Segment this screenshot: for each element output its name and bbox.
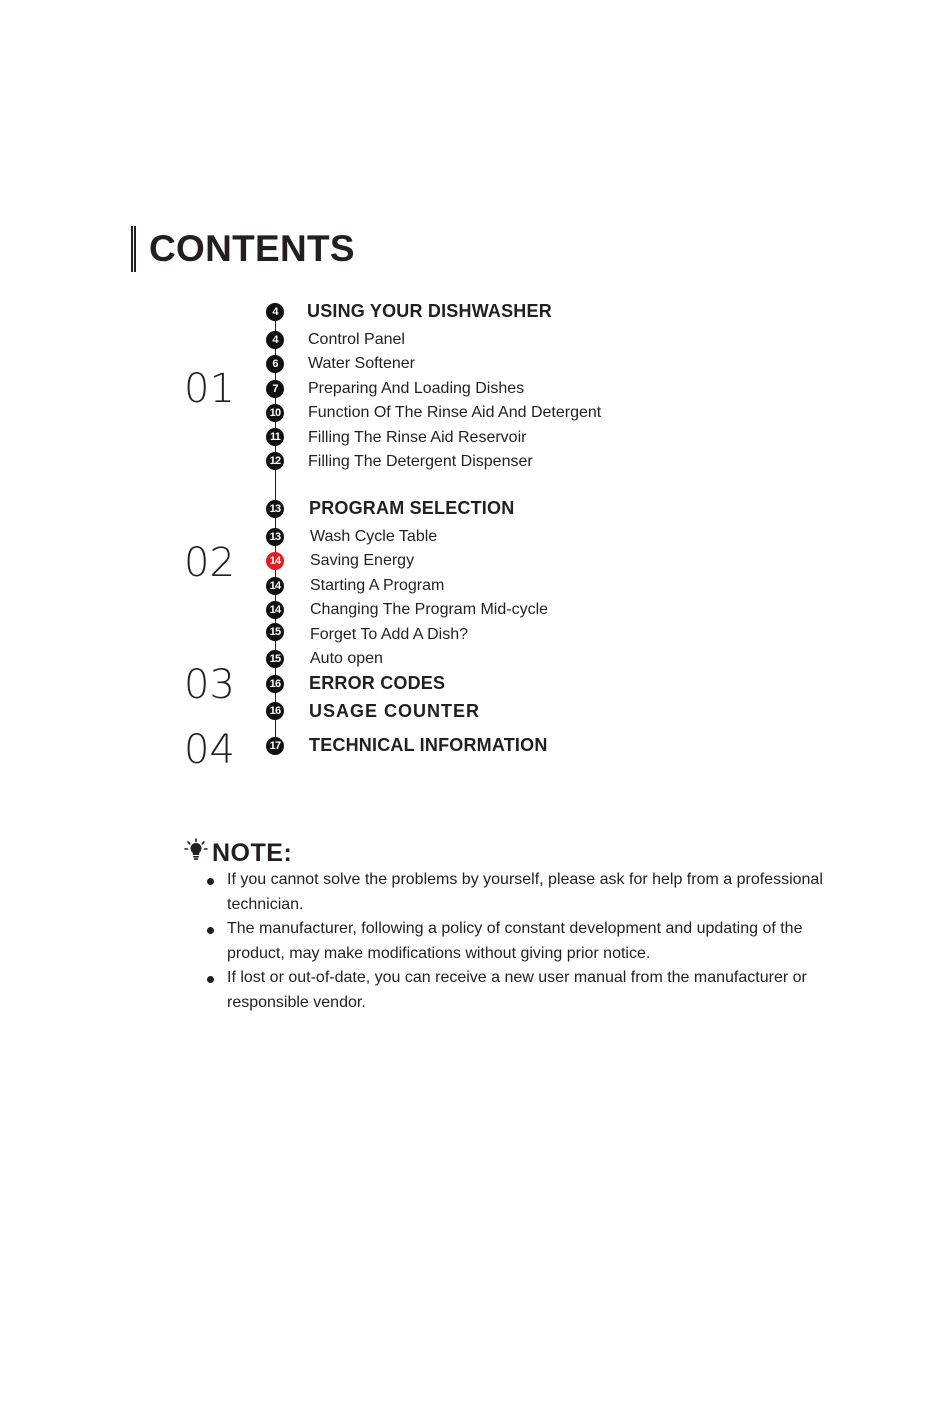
page-badge: 4 [266, 303, 284, 321]
title-accent-bar [131, 226, 136, 272]
toc-item-auto-open[interactable]: Auto open [310, 650, 383, 667]
toc-heading-program-selection[interactable]: PROGRAM SELECTION [309, 498, 515, 518]
note-item-text: If lost or out-of-date, you can receive a new user manual from the manufacturer or responsible vendor. [227, 969, 807, 1011]
toc-item-control-panel[interactable]: Control Panel [308, 331, 405, 348]
toc-item-forget-dish[interactable]: Forget To Add A Dish? [310, 626, 469, 643]
toc-heading-usage-counter[interactable]: USAGE COUNTER [309, 701, 481, 721]
page-badge-highlight: 14 [266, 552, 284, 570]
toc-item-rinse-aid-detergent[interactable]: Function Of The Rinse Aid And Detergent [308, 404, 602, 421]
page-title: CONTENTS [149, 228, 355, 269]
toc-heading-using-your-dishwasher[interactable]: USING YOUR DISHWASHER [307, 301, 552, 321]
toc-item-starting-program[interactable]: Starting A Program [310, 577, 445, 594]
note-item [206, 966, 826, 1015]
toc-heading-technical-information[interactable]: TECHNICAL INFORMATION [309, 735, 548, 755]
page-badge: 6 [266, 355, 284, 373]
toc-item-wash-cycle-table[interactable]: Wash Cycle Table [310, 528, 438, 545]
page-badge: 12 [266, 452, 284, 470]
section-number-04: 04 [184, 727, 235, 773]
section-number-03: 03 [184, 662, 235, 708]
page-badge: 10 [266, 404, 284, 422]
page-badge: 17 [266, 737, 284, 755]
section-number-01: 01 [184, 366, 235, 412]
page-badge: 7 [266, 380, 284, 398]
note-list [206, 868, 826, 1015]
note-item [206, 917, 826, 966]
note-item [206, 868, 826, 917]
page-badge: 15 [266, 623, 284, 641]
toc-item-saving-energy[interactable]: Saving Energy [310, 552, 415, 569]
page-badge: 16 [266, 675, 284, 693]
page-badge: 4 [266, 331, 284, 349]
bullet-dot [207, 927, 214, 934]
toc-heading-error-codes[interactable]: ERROR CODES [309, 673, 446, 693]
page-badge: 14 [266, 577, 284, 595]
toc-item-preparing-loading-dishes[interactable]: Preparing And Loading Dishes [308, 380, 525, 397]
note-title: NOTE: [212, 839, 293, 867]
toc-item-changing-program[interactable]: Changing The Program Mid-cycle [310, 601, 549, 618]
page-badge: 11 [266, 428, 284, 446]
toc-item-filling-detergent[interactable]: Filling The Detergent Dispenser [308, 453, 533, 470]
page-badge: 13 [266, 528, 284, 546]
bullet-dot [207, 976, 214, 983]
bullet-dot [207, 878, 214, 885]
toc-item-filling-rinse-aid[interactable]: Filling The Rinse Aid Reservoir [308, 429, 527, 446]
note-item-text: If you cannot solve the problems by yourself, please ask for help from a professional technician. [227, 871, 823, 913]
page-badge: 16 [266, 702, 284, 720]
page-badge: 14 [266, 601, 284, 619]
page-badge: 15 [266, 650, 284, 668]
section-number-02: 02 [184, 540, 235, 586]
toc-item-water-softener[interactable]: Water Softener [308, 355, 416, 372]
note-item-text: The manufacturer, following a policy of constant development and updating of the product, may make modifications without giving prior notice. [227, 920, 803, 962]
page-badge: 13 [266, 500, 284, 518]
lightbulb-icon [184, 838, 208, 862]
